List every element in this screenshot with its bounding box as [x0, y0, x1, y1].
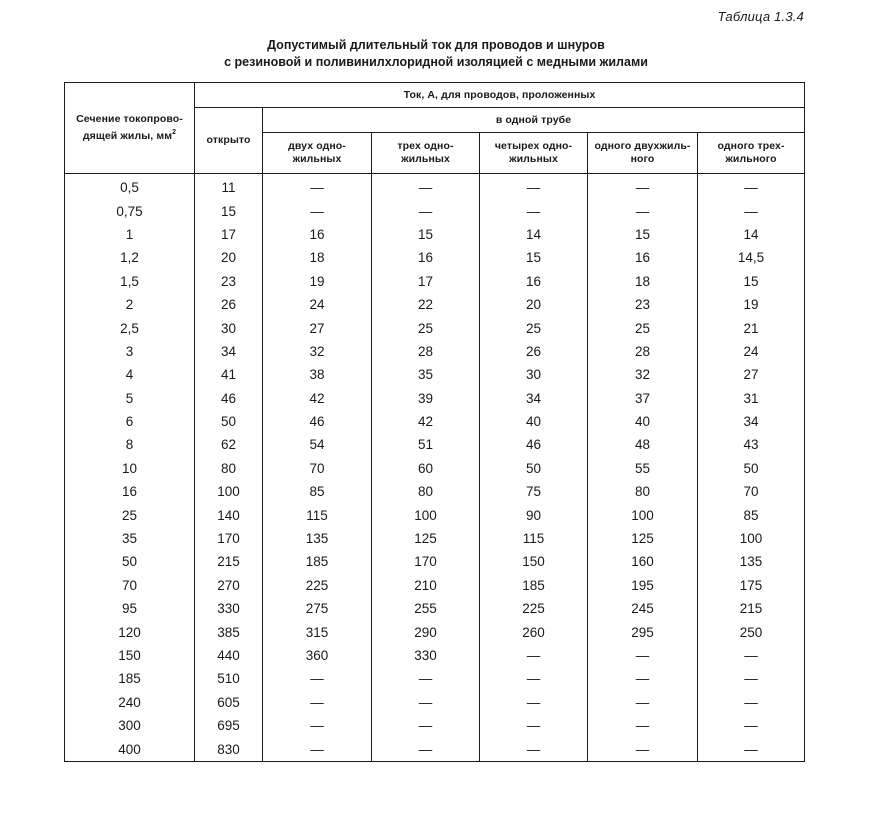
cell-open: 140 [195, 503, 263, 526]
cell-one-three-core: — [698, 174, 805, 200]
cell-open: 170 [195, 527, 263, 550]
cell-section: 5 [65, 387, 195, 410]
cell-one-two-core: — [588, 174, 698, 200]
cell-one-two-core: 195 [588, 574, 698, 597]
cell-one-three-core: 43 [698, 433, 805, 456]
cell-section: 1,2 [65, 246, 195, 269]
cell-four-single: 260 [480, 620, 588, 643]
table-row [65, 270, 805, 293]
cell-section: 0,5 [65, 174, 195, 200]
cell-three-single: 100 [372, 503, 480, 526]
cell-section: 0,75 [65, 199, 195, 222]
cell-one-three-core: 15 [698, 270, 805, 293]
cell-section: 95 [65, 597, 195, 620]
cell-one-three-core: — [698, 667, 805, 690]
cell-one-two-core: 15 [588, 223, 698, 246]
cell-four-single: 150 [480, 550, 588, 573]
cell-one-three-core: — [698, 714, 805, 737]
cell-open: 440 [195, 644, 263, 667]
table-row [65, 574, 805, 597]
cell-two-single: 315 [263, 620, 372, 643]
cell-three-single: 28 [372, 340, 480, 363]
cell-one-three-core: 85 [698, 503, 805, 526]
cell-two-single: 275 [263, 597, 372, 620]
table-row [65, 387, 805, 410]
cell-open: 510 [195, 667, 263, 690]
cell-three-single: 16 [372, 246, 480, 269]
cell-three-single: 17 [372, 270, 480, 293]
cell-one-two-core: — [588, 737, 698, 761]
cell-four-single: 14 [480, 223, 588, 246]
cell-four-single: — [480, 174, 588, 200]
cell-four-single: — [480, 644, 588, 667]
header-open: открыто [195, 108, 263, 174]
table-row [65, 316, 805, 339]
cell-open: 15 [195, 199, 263, 222]
cell-three-single: 39 [372, 387, 480, 410]
cell-section: 1,5 [65, 270, 195, 293]
header-one-two-core: одного двухжиль- ного [588, 133, 698, 174]
cell-open: 11 [195, 174, 263, 200]
cell-open: 17 [195, 223, 263, 246]
cell-two-single: 38 [263, 363, 372, 386]
cell-one-three-core: 14,5 [698, 246, 805, 269]
cell-one-two-core: 28 [588, 340, 698, 363]
cell-two-single: — [263, 667, 372, 690]
cell-two-single: — [263, 199, 372, 222]
table-row [65, 644, 805, 667]
table-row [65, 246, 805, 269]
cell-one-three-core: 21 [698, 316, 805, 339]
cell-two-single: 16 [263, 223, 372, 246]
cell-three-single: 25 [372, 316, 480, 339]
table-row [65, 174, 805, 200]
table-row [65, 433, 805, 456]
cell-three-single: — [372, 714, 480, 737]
cell-one-two-core: 80 [588, 480, 698, 503]
cell-open: 80 [195, 457, 263, 480]
table-row [65, 363, 805, 386]
cell-four-single: 20 [480, 293, 588, 316]
cell-one-two-core: — [588, 691, 698, 714]
cell-one-three-core: 34 [698, 410, 805, 433]
cell-open: 41 [195, 363, 263, 386]
cell-two-single: 225 [263, 574, 372, 597]
cell-one-three-core: 175 [698, 574, 805, 597]
cell-four-single: 75 [480, 480, 588, 503]
table-row [65, 199, 805, 222]
cell-one-two-core: — [588, 199, 698, 222]
header-three-single: трех одно- жильных [372, 133, 480, 174]
cell-one-three-core: 135 [698, 550, 805, 573]
cell-open: 215 [195, 550, 263, 573]
cell-one-two-core: 16 [588, 246, 698, 269]
cell-four-single: 115 [480, 527, 588, 550]
cell-one-three-core: 215 [698, 597, 805, 620]
cell-four-single: 50 [480, 457, 588, 480]
cell-one-two-core: 32 [588, 363, 698, 386]
cell-open: 330 [195, 597, 263, 620]
cell-one-two-core: 125 [588, 527, 698, 550]
cell-open: 830 [195, 737, 263, 761]
cell-two-single: 54 [263, 433, 372, 456]
table-row [65, 457, 805, 480]
cell-section: 3 [65, 340, 195, 363]
cell-three-single: 210 [372, 574, 480, 597]
cell-one-three-core: — [698, 199, 805, 222]
cell-section: 10 [65, 457, 195, 480]
cell-three-single: 125 [372, 527, 480, 550]
table-row [65, 667, 805, 690]
table-row [65, 410, 805, 433]
cell-four-single: 40 [480, 410, 588, 433]
cell-two-single: — [263, 737, 372, 761]
cell-two-single: 19 [263, 270, 372, 293]
cell-four-single: — [480, 737, 588, 761]
cell-two-single: 360 [263, 644, 372, 667]
cell-four-single: — [480, 691, 588, 714]
cell-open: 50 [195, 410, 263, 433]
cell-section: 2,5 [65, 316, 195, 339]
table-row [65, 527, 805, 550]
cell-one-two-core: 25 [588, 316, 698, 339]
cell-open: 100 [195, 480, 263, 503]
cell-four-single: 185 [480, 574, 588, 597]
cell-one-two-core: 295 [588, 620, 698, 643]
cell-four-single: — [480, 667, 588, 690]
cell-open: 30 [195, 316, 263, 339]
cell-one-two-core: 18 [588, 270, 698, 293]
cell-open: 34 [195, 340, 263, 363]
cell-four-single: 16 [480, 270, 588, 293]
cell-four-single: — [480, 199, 588, 222]
header-two-single: двух одно- жильных [263, 133, 372, 174]
table-row [65, 503, 805, 526]
cell-open: 46 [195, 387, 263, 410]
cell-two-single: — [263, 174, 372, 200]
cell-three-single: 330 [372, 644, 480, 667]
cell-four-single: 46 [480, 433, 588, 456]
cell-one-three-core: 70 [698, 480, 805, 503]
header-one-three-core: одного трех- жильного [698, 133, 805, 174]
cell-two-single: 18 [263, 246, 372, 269]
table-title-line2: с резиновой и поливинилхлоридной изоляцией с медными жилами [224, 55, 648, 69]
cell-three-single: 255 [372, 597, 480, 620]
cell-four-single: 30 [480, 363, 588, 386]
cell-section: 300 [65, 714, 195, 737]
table-row [65, 340, 805, 363]
cell-three-single: 51 [372, 433, 480, 456]
cell-two-single: 27 [263, 316, 372, 339]
cell-one-three-core: — [698, 691, 805, 714]
cell-one-three-core: 50 [698, 457, 805, 480]
cell-one-three-core: 250 [698, 620, 805, 643]
header-current: Ток, А, для проводов, проложенных [195, 83, 805, 108]
cell-one-two-core: 23 [588, 293, 698, 316]
cell-one-two-core: 160 [588, 550, 698, 573]
cell-four-single: — [480, 714, 588, 737]
cell-two-single: 115 [263, 503, 372, 526]
cell-three-single: — [372, 174, 480, 200]
cell-two-single: — [263, 691, 372, 714]
cell-two-single: 32 [263, 340, 372, 363]
cell-three-single: — [372, 199, 480, 222]
cell-three-single: 22 [372, 293, 480, 316]
cell-section: 35 [65, 527, 195, 550]
cell-section: 240 [65, 691, 195, 714]
table-body [65, 174, 805, 762]
cell-section: 1 [65, 223, 195, 246]
cell-four-single: 25 [480, 316, 588, 339]
cell-one-two-core: — [588, 667, 698, 690]
table-row [65, 480, 805, 503]
cell-three-single: — [372, 667, 480, 690]
header-section: Сечение токопрово- дящей жилы, $мм^2$ [65, 83, 195, 174]
table-row [65, 293, 805, 316]
cell-four-single: 34 [480, 387, 588, 410]
cell-one-three-core: 19 [698, 293, 805, 316]
cell-two-single: 24 [263, 293, 372, 316]
cell-three-single: 80 [372, 480, 480, 503]
table-row [65, 597, 805, 620]
cell-section: 16 [65, 480, 195, 503]
cell-one-two-core: 37 [588, 387, 698, 410]
cell-three-single: 60 [372, 457, 480, 480]
cell-two-single: 85 [263, 480, 372, 503]
cell-three-single: 42 [372, 410, 480, 433]
cell-one-two-core: 40 [588, 410, 698, 433]
cell-two-single: 185 [263, 550, 372, 573]
cell-open: 26 [195, 293, 263, 316]
cell-section: 2 [65, 293, 195, 316]
cell-one-two-core: 245 [588, 597, 698, 620]
cell-open: 605 [195, 691, 263, 714]
table-number: Таблица 1.3.4 [717, 9, 804, 24]
cell-two-single: 42 [263, 387, 372, 410]
cell-three-single: — [372, 691, 480, 714]
cell-one-two-core: — [588, 714, 698, 737]
cell-open: 23 [195, 270, 263, 293]
cell-three-single: 290 [372, 620, 480, 643]
cell-two-single: 70 [263, 457, 372, 480]
cell-two-single: — [263, 714, 372, 737]
cell-three-single: 170 [372, 550, 480, 573]
cell-three-single: — [372, 737, 480, 761]
cell-three-single: 15 [372, 223, 480, 246]
table-row [65, 620, 805, 643]
cell-section: 150 [65, 644, 195, 667]
cell-two-single: 46 [263, 410, 372, 433]
cell-one-three-core: 24 [698, 340, 805, 363]
header-four-single: четырех одно- жильных [480, 133, 588, 174]
table-row [65, 550, 805, 573]
cell-two-single: 135 [263, 527, 372, 550]
cell-section: 185 [65, 667, 195, 690]
cell-section: 70 [65, 574, 195, 597]
table-row [65, 737, 805, 761]
table-title-line1: Допустимый длительный ток для проводов и шнуров [267, 38, 605, 52]
cell-one-three-core: 14 [698, 223, 805, 246]
cell-open: 270 [195, 574, 263, 597]
cell-section: 400 [65, 737, 195, 761]
cell-open: 20 [195, 246, 263, 269]
table-row [65, 714, 805, 737]
ampacity-table [64, 82, 805, 762]
cell-one-three-core: 27 [698, 363, 805, 386]
cell-one-two-core: 55 [588, 457, 698, 480]
cell-one-three-core: 31 [698, 387, 805, 410]
cell-one-two-core: 100 [588, 503, 698, 526]
table-row [65, 691, 805, 714]
cell-one-two-core: 48 [588, 433, 698, 456]
cell-three-single: 35 [372, 363, 480, 386]
cell-open: 62 [195, 433, 263, 456]
cell-one-three-core: 100 [698, 527, 805, 550]
cell-open: 385 [195, 620, 263, 643]
cell-open: 695 [195, 714, 263, 737]
cell-four-single: 26 [480, 340, 588, 363]
cell-section: 50 [65, 550, 195, 573]
cell-section: 8 [65, 433, 195, 456]
cell-section: 4 [65, 363, 195, 386]
cell-one-two-core: — [588, 644, 698, 667]
table-row [65, 223, 805, 246]
header-in-pipe: в одной трубе [263, 108, 805, 133]
cell-section: 6 [65, 410, 195, 433]
cell-section: 25 [65, 503, 195, 526]
cell-section: 120 [65, 620, 195, 643]
cell-one-three-core: — [698, 644, 805, 667]
cell-four-single: 225 [480, 597, 588, 620]
cell-four-single: 15 [480, 246, 588, 269]
cell-one-three-core: — [698, 737, 805, 761]
cell-four-single: 90 [480, 503, 588, 526]
